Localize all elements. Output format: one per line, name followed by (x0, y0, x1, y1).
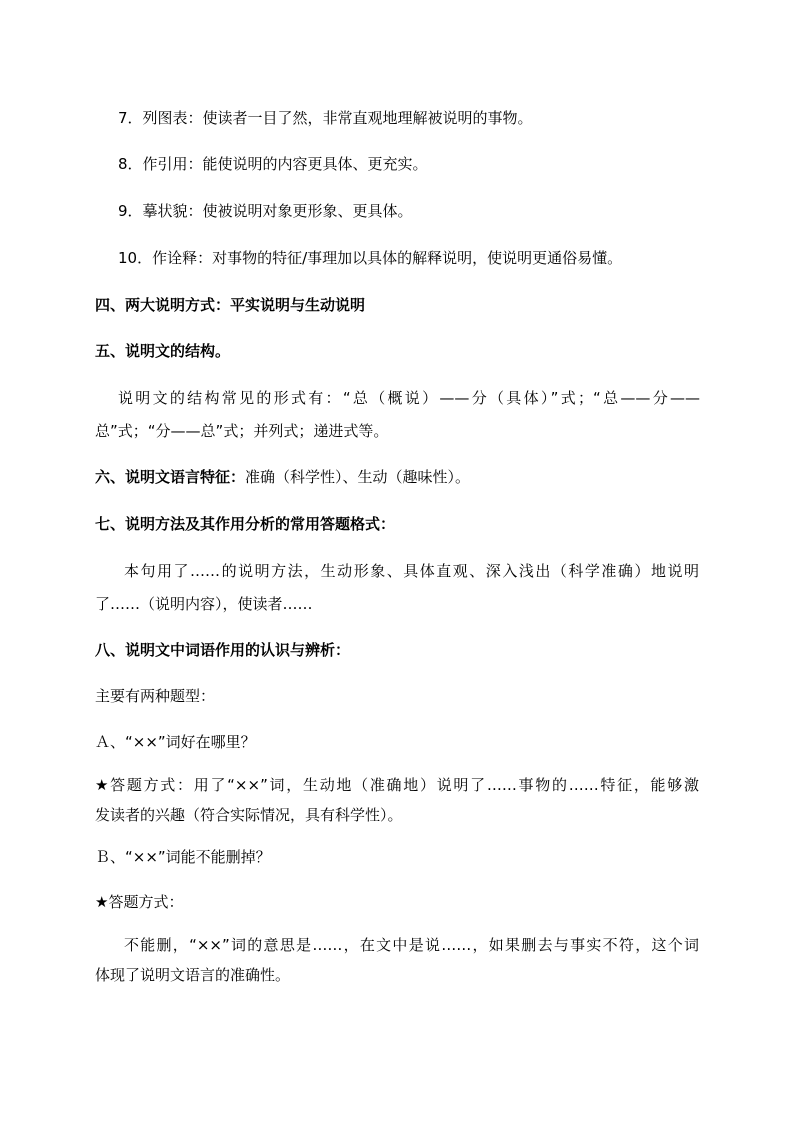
section-5-body-line-2: 总”式；“分——总”式；并列式；递进式等。 (95, 422, 389, 440)
section-7-heading: 七、说明方法及其作用分析的常用答题格式： (95, 515, 396, 533)
question-a-answer-line-1: ★答题方式：用了“××”词，生动地（准确地）说明了……事物的……特征，能够激 (95, 776, 699, 794)
section-5-body-line-1: 说明文的结构常见的形式有：“总（概说）——分（具体）”式；“总——分—— (118, 389, 700, 407)
method-item-8: 8．作引用：能使说明的内容更具体、更充实。 (118, 155, 428, 173)
section-7-body-line-2: 了……（说明内容），使读者…… (95, 595, 313, 613)
section-4-heading: 四、两大说明方式：平实说明与生动说明 (95, 296, 366, 314)
question-b-answer-line-2: 体现了说明文语言的准确性。 (95, 966, 291, 984)
section-5-heading: 五、说明文的结构。 (95, 342, 231, 360)
section-8-heading: 八、说明文中词语作用的认识与辨析： (95, 641, 351, 659)
question-b-answer-label: ★答题方式： (95, 893, 184, 911)
section-6-body: 准确（科学性）、生动（趣味性）。 (245, 468, 471, 486)
section-8-intro: 主要有两种题型： (95, 687, 216, 705)
question-a: Ａ、“××”词好在哪里？ (95, 733, 256, 751)
question-b-answer-line-1: 不能删，“××”词的意思是……，在文中是说……，如果删去与事实不符，这个词 (124, 936, 699, 954)
method-item-7: 7．列图表：使读者一目了然，非常直观地理解被说明的事物。 (118, 109, 533, 127)
question-b: Ｂ、“××”词能不能删掉？ (95, 848, 271, 866)
section-6-heading: 六、说明文语言特征： (95, 468, 246, 486)
question-a-answer-line-2: 发读者的兴趣（符合实际情况，具有科学性）。 (95, 806, 403, 824)
section-7-body-line-1: 本句用了……的说明方法，生动形象、具体直观、深入浅出（科学准确）地说明 (124, 562, 699, 580)
method-item-10: 10．作诠释：对事物的特征/事理加以具体的解释说明，使说明更通俗易懂。 (118, 249, 623, 267)
section-6-row (95, 467, 705, 487)
method-item-9: 9．摹状貌：使被说明对象更形象、更具体。 (118, 202, 413, 220)
